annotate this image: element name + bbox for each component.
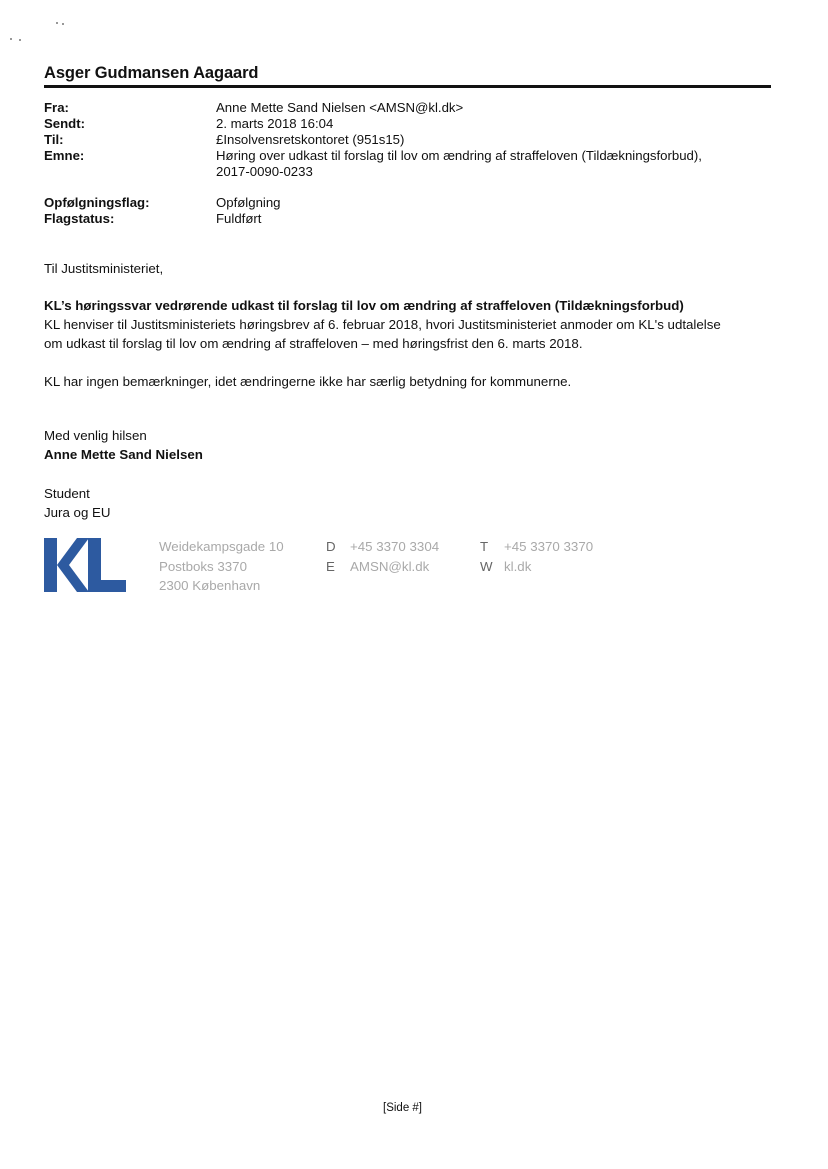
flagstatus-label: Flagstatus: — [44, 211, 115, 226]
flagstatus-row — [44, 211, 764, 227]
direct-phone-row — [326, 537, 439, 557]
address-line-3: 2300 København — [159, 578, 261, 593]
paragraph-1-line-2: om udkast til forslag til lov om ændring af straffeloven – med høringsfrist den 6. marts 2018. — [44, 336, 583, 351]
followup-row — [44, 195, 764, 211]
followup-label: Opfølgningsflag: — [44, 195, 150, 210]
from-label: Fra: — [44, 100, 69, 115]
sent-row — [44, 116, 764, 132]
paragraph-2: KL har ingen bemærkninger, idet ændringerne ikke har særlig betydning for kommunerne. — [44, 374, 572, 389]
phone-value: +45 3370 3370 — [504, 539, 594, 554]
subject-row — [44, 148, 764, 164]
to-label: Til: — [44, 132, 64, 147]
email-row — [326, 557, 439, 577]
page-footer: [Side #] — [383, 1102, 422, 1114]
subject-value-line1: Høring over udkast til forslag til lov om ændring af straffeloven (Tildækningsforbud), — [216, 148, 702, 163]
sent-label: Sendt: — [44, 116, 86, 131]
from-row — [44, 100, 764, 116]
header-divider — [44, 85, 771, 88]
to-value: £Insolvensretskontoret (951s15) — [216, 132, 405, 147]
scan-specks — [10, 20, 70, 44]
paragraph-1-line-1: KL henviser til Justitsministeriets høringsbrev af 6. februar 2018, hvori Justitsministeriet anmoder om KL's udtalelse — [44, 317, 721, 332]
sender-department: Jura og EU — [44, 505, 111, 520]
kl-logo — [44, 538, 126, 592]
signature-contact — [326, 537, 439, 576]
subject-label: Emne: — [44, 148, 85, 163]
phone-key: T — [480, 539, 489, 554]
signature-general — [480, 537, 593, 576]
flagstatus-value: Fuldført — [216, 211, 262, 226]
sender-title: Student — [44, 486, 90, 501]
closing: Med venlig hilsen — [44, 428, 147, 443]
web-value[interactable]: kl.dk — [504, 558, 532, 574]
web-row — [480, 557, 593, 577]
sent-value: 2. marts 2018 16:04 — [216, 116, 334, 131]
subject-value-line2: 2017-0090-0233 — [216, 164, 313, 179]
greeting: Til Justitsministeriet, — [44, 261, 164, 276]
direct-phone-key: D — [326, 539, 336, 554]
address-line-1: Weidekampsgade 10 — [159, 539, 284, 554]
from-value: Anne Mette Sand Nielsen <AMSN@kl.dk> — [216, 100, 464, 115]
sender-name: Anne Mette Sand Nielsen — [44, 447, 203, 462]
body-heading: KL’s høringssvar vedrørende udkast til forslag til lov om ændring af straffeloven (Tildækningsforbud) — [44, 298, 684, 313]
phone-row — [480, 537, 593, 557]
direct-phone-value: +45 3370 3304 — [350, 539, 440, 554]
web-key: W — [480, 558, 493, 574]
mailbox-owner-name: Asger Gudmansen Aagaard — [44, 64, 259, 82]
subject-row-continued — [44, 164, 764, 180]
email-value[interactable]: AMSN@kl.dk — [350, 558, 430, 574]
signature-address — [159, 537, 284, 596]
address-line-2: Postboks 3370 — [159, 558, 247, 574]
email-key: E — [326, 558, 335, 574]
to-row — [44, 132, 764, 148]
followup-value: Opfølgning — [216, 195, 281, 210]
